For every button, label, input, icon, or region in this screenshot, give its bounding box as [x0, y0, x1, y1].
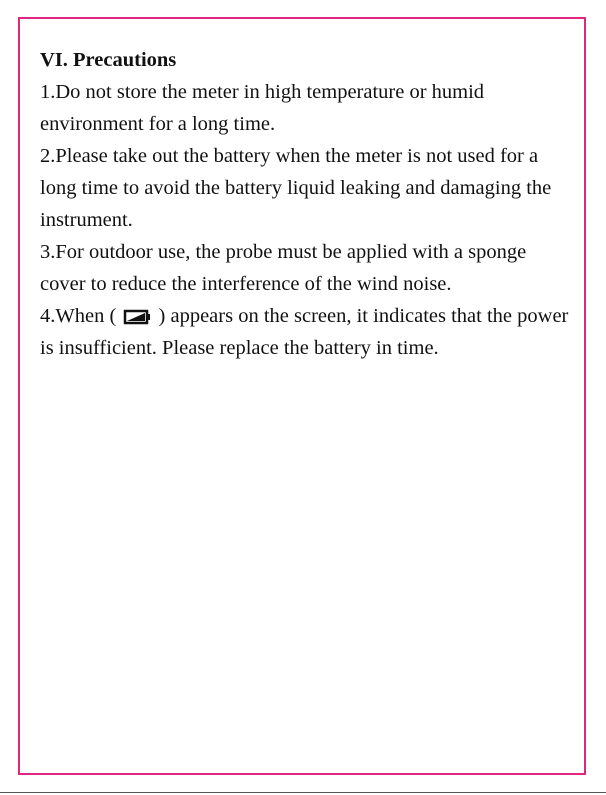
bottom-divider	[0, 792, 606, 793]
section-heading: VI. Precautions	[40, 49, 177, 71]
precaution-item-4	[40, 300, 570, 364]
precaution-item-2: 2.Please take out the battery when the meter is not used for a long time to avoid the battery liquid leaking and damaging the instrument.	[40, 145, 552, 231]
precaution-item-3: 3.For outdoor use, the probe must be applied with a sponge cover to reduce the interference of the wind noise.	[40, 241, 527, 295]
precaution-item-1: 1.Do not store the meter in high temperature or humid environment for a long time.	[40, 81, 485, 135]
precaution-item-4-rest: ) appears on the screen, it indicates that the power is insufficient. Please replace the battery in time.	[40, 305, 569, 359]
precaution-item-4-lead: 4.When (	[40, 305, 117, 327]
precautions-section	[40, 44, 570, 364]
page-frame	[18, 17, 586, 775]
low-battery-icon	[123, 303, 151, 319]
